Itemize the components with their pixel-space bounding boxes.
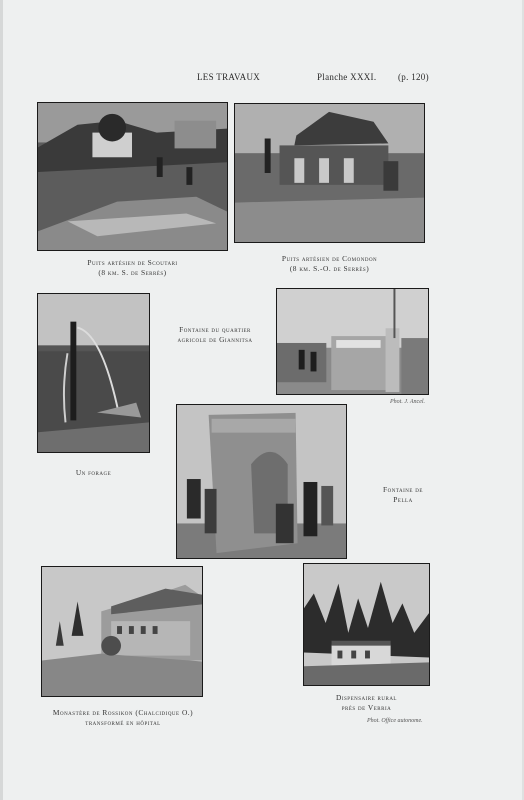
section-title: LES TRAVAUX <box>197 72 261 82</box>
caption-comondon: Puits artésien de Comondon (8 km. S.-O. de Serrès) <box>281 254 378 273</box>
photo-comondon-well <box>234 103 425 243</box>
caption-verria: Dispensaire rural près de Verria <box>336 693 397 712</box>
photo-verria-dispensary <box>303 563 430 686</box>
photo-giannitsa-fountain <box>276 288 429 395</box>
caption-drilling: Un forage <box>75 468 112 477</box>
plate-number: Planche XXXI. <box>317 72 377 82</box>
caption-giannitsa: Fontaine du quartier agricole de Giannitsa <box>177 325 253 344</box>
photo-pella-fountain <box>176 404 347 559</box>
photo-drilling <box>37 293 150 453</box>
photo-scoutari-well <box>37 102 228 251</box>
photo-credit-ancel: Phot. J. Ancel. <box>390 399 426 405</box>
caption-scoutari: Puits artésien de Scoutari (8 km. S. de Serrès) <box>87 258 178 277</box>
page-reference: (p. 120) <box>398 72 429 82</box>
caption-pella: Fontaine de Pella <box>383 485 423 504</box>
caption-rossikon: Monastère de Rossikon (Chalcidique O.) transformé en hôpital <box>52 708 194 727</box>
photo-credit-office: Phot. Office autonome. <box>367 718 423 724</box>
photo-rossikon-monastery <box>41 566 203 697</box>
